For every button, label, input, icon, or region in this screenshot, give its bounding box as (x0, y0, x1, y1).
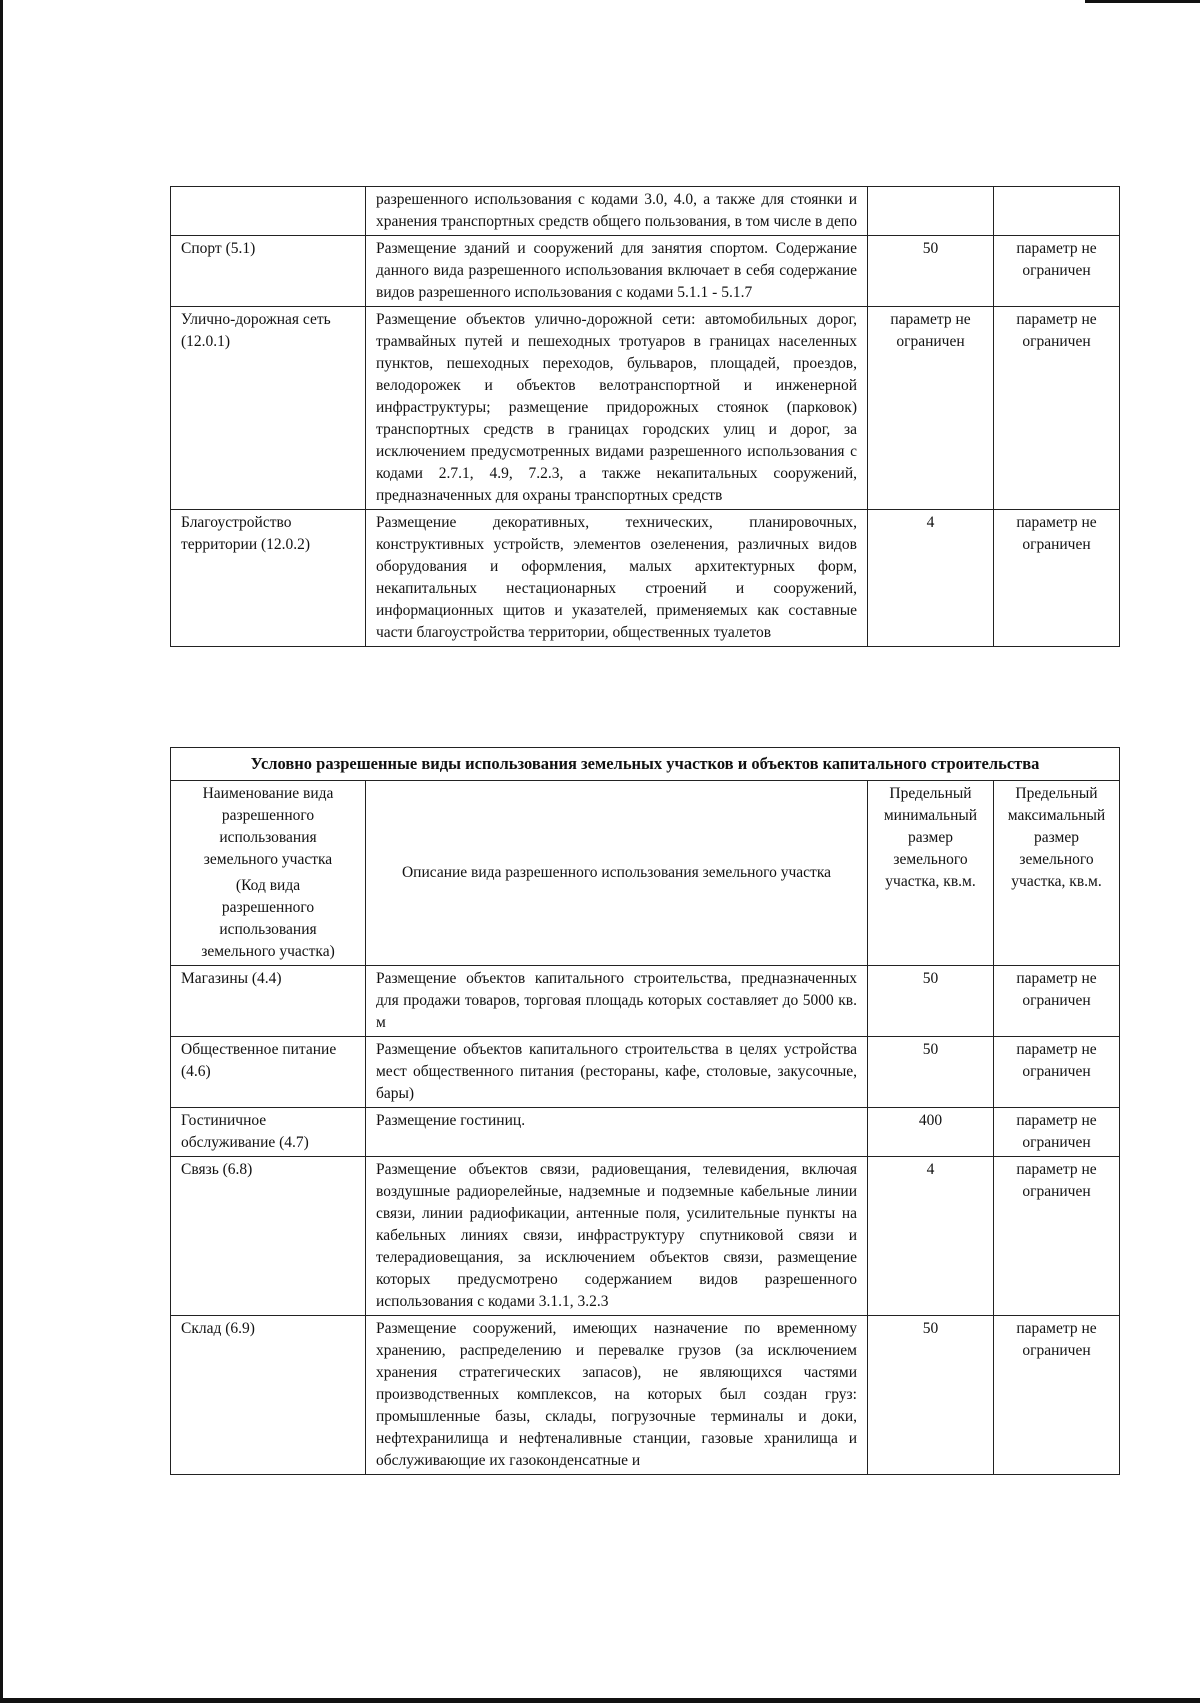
table-row (171, 1108, 1120, 1157)
table-row (171, 1316, 1120, 1475)
table-row (171, 307, 1120, 510)
max-area: параметр не ограничен (994, 510, 1120, 647)
table-header-row (171, 781, 1120, 966)
use-description: Размещение объектов капитального строительства в целях устройства мест общественного питания (рестораны, кафе, столовые, закусочные, бары) (366, 1037, 868, 1108)
table-row (171, 966, 1120, 1037)
use-name: Улично-дорожная сеть (12.0.1) (171, 307, 366, 510)
max-area (994, 187, 1120, 236)
use-name: Благоустройство территории (12.0.2) (171, 510, 366, 647)
max-area: параметр не ограничен (994, 1037, 1120, 1108)
header-min-area: Предельный минимальный размер земельного участка, кв.м. (868, 781, 994, 966)
min-area: 50 (868, 1037, 994, 1108)
use-name: Склад (6.9) (171, 1316, 366, 1475)
use-description: Размещение объектов связи, радиовещания, телевидения, включая воздушные радиорелейные, надземные и подземные кабельные линии связи, линии радиофикации, антенные поля, усилительные пункты на кабельных линиях связи, инфраструктуру спутниковой связи и телерадиовещания, за исключением объектов связи, размещение которых предусмотрено содержанием видов разрешенного использования с кодами 3.1.1, 3.2.3 (366, 1157, 868, 1316)
use-description: Размещение зданий и сооружений для занятия спортом. Содержание данного вида разрешенного использования включает в себя содержание видов разрешенного использования с кодами 5.1.1 - 5.1.7 (366, 236, 868, 307)
use-description: Размещение объектов улично-дорожной сети: автомобильных дорог, трамвайных путей и пешеходных тротуаров в границах населенных пунктов, пешеходных переходов, бульваров, площадей, проездов, велодорожек и объектов велотранспортной и инженерной инфраструктуры; размещение придорожных стоянок (парковок) транспортных средств в границах городских улиц и дорог, за исключением предусмотренных видами разрешенного использования с кодами 2.7.1, 4.9, 7.2.3, а также некапитальных сооружений, предназначенных для охраны транспортных средств (366, 307, 868, 510)
max-area: параметр не ограничен (994, 307, 1120, 510)
max-area: параметр не ограничен (994, 966, 1120, 1037)
use-description: Размещение гостиниц. (366, 1108, 868, 1157)
use-description: Размещение сооружений, имеющих назначение по временному хранению, распределению и перевалке грузов (за исключением хранения стратегических запасов), не являющихся частями производственных комплексов, на которых был создан груз: промышленные базы, склады, погрузочные терминалы и доки, нефтехранилища и нефтеналивные станции, газовые хранилища и обслуживающие их газоконденсатные и (366, 1316, 868, 1475)
scan-edge-left (0, 0, 3, 1703)
header-use-code-text: (Код вида разрешенного использования земельного участка) (201, 877, 335, 960)
min-area: 4 (868, 510, 994, 647)
min-area: 50 (868, 966, 994, 1037)
min-area: 50 (868, 1316, 994, 1475)
min-area: 50 (868, 236, 994, 307)
table-caption-row (171, 748, 1120, 781)
permitted-uses-table-continued (170, 186, 1120, 647)
max-area: параметр не ограничен (994, 1108, 1120, 1157)
min-area: 4 (868, 1157, 994, 1316)
min-area: 400 (868, 1108, 994, 1157)
max-area: параметр не ограничен (994, 236, 1120, 307)
max-area: параметр не ограничен (994, 1157, 1120, 1316)
scan-edge-top (1085, 0, 1200, 3)
table-row (171, 1157, 1120, 1316)
use-description: разрешенного использования с кодами 3.0, 4.0, а также для стоянки и хранения транспортных средств общего пользования, в том числе в депо (366, 187, 868, 236)
max-area: параметр не ограничен (994, 1316, 1120, 1475)
min-area: параметр не ограничен (868, 307, 994, 510)
use-name: Гостиничное обслуживание (4.7) (171, 1108, 366, 1157)
use-name: Связь (6.8) (171, 1157, 366, 1316)
use-name: Общественное питание (4.6) (171, 1037, 366, 1108)
use-description: Размещение декоративных, технических, планировочных, конструктивных устройств, элементов озеленения, различных видов оборудования и оформления, малых архитектурных форм, некапитальных нестационарных строений и сооружений, информационных щитов и указателей, применяемых как составные части благоустройства территории, общественных туалетов (366, 510, 868, 647)
min-area (868, 187, 994, 236)
table-row (171, 1037, 1120, 1108)
table-row (171, 510, 1120, 647)
header-use-name-text: Наименование вида разрешенного использования земельного участка (202, 785, 334, 868)
header-use-name (171, 781, 366, 966)
table-row (171, 187, 1120, 236)
header-max-area: Предельный максимальный размер земельного участка, кв.м. (994, 781, 1120, 966)
scan-edge-bottom (0, 1698, 1200, 1703)
use-name (171, 187, 366, 236)
use-description: Размещение объектов капитального строительства, предназначенных для продажи товаров, торговая площадь которых составляет до 5000 кв. м (366, 966, 868, 1037)
table-caption: Условно разрешенные виды использования земельных участков и объектов капитального строительства (171, 748, 1120, 781)
header-description: Описание вида разрешенного использования земельного участка (366, 781, 868, 966)
use-name: Магазины (4.4) (171, 966, 366, 1037)
table-row (171, 236, 1120, 307)
conditionally-permitted-uses-table (170, 747, 1120, 1475)
use-name: Спорт (5.1) (171, 236, 366, 307)
